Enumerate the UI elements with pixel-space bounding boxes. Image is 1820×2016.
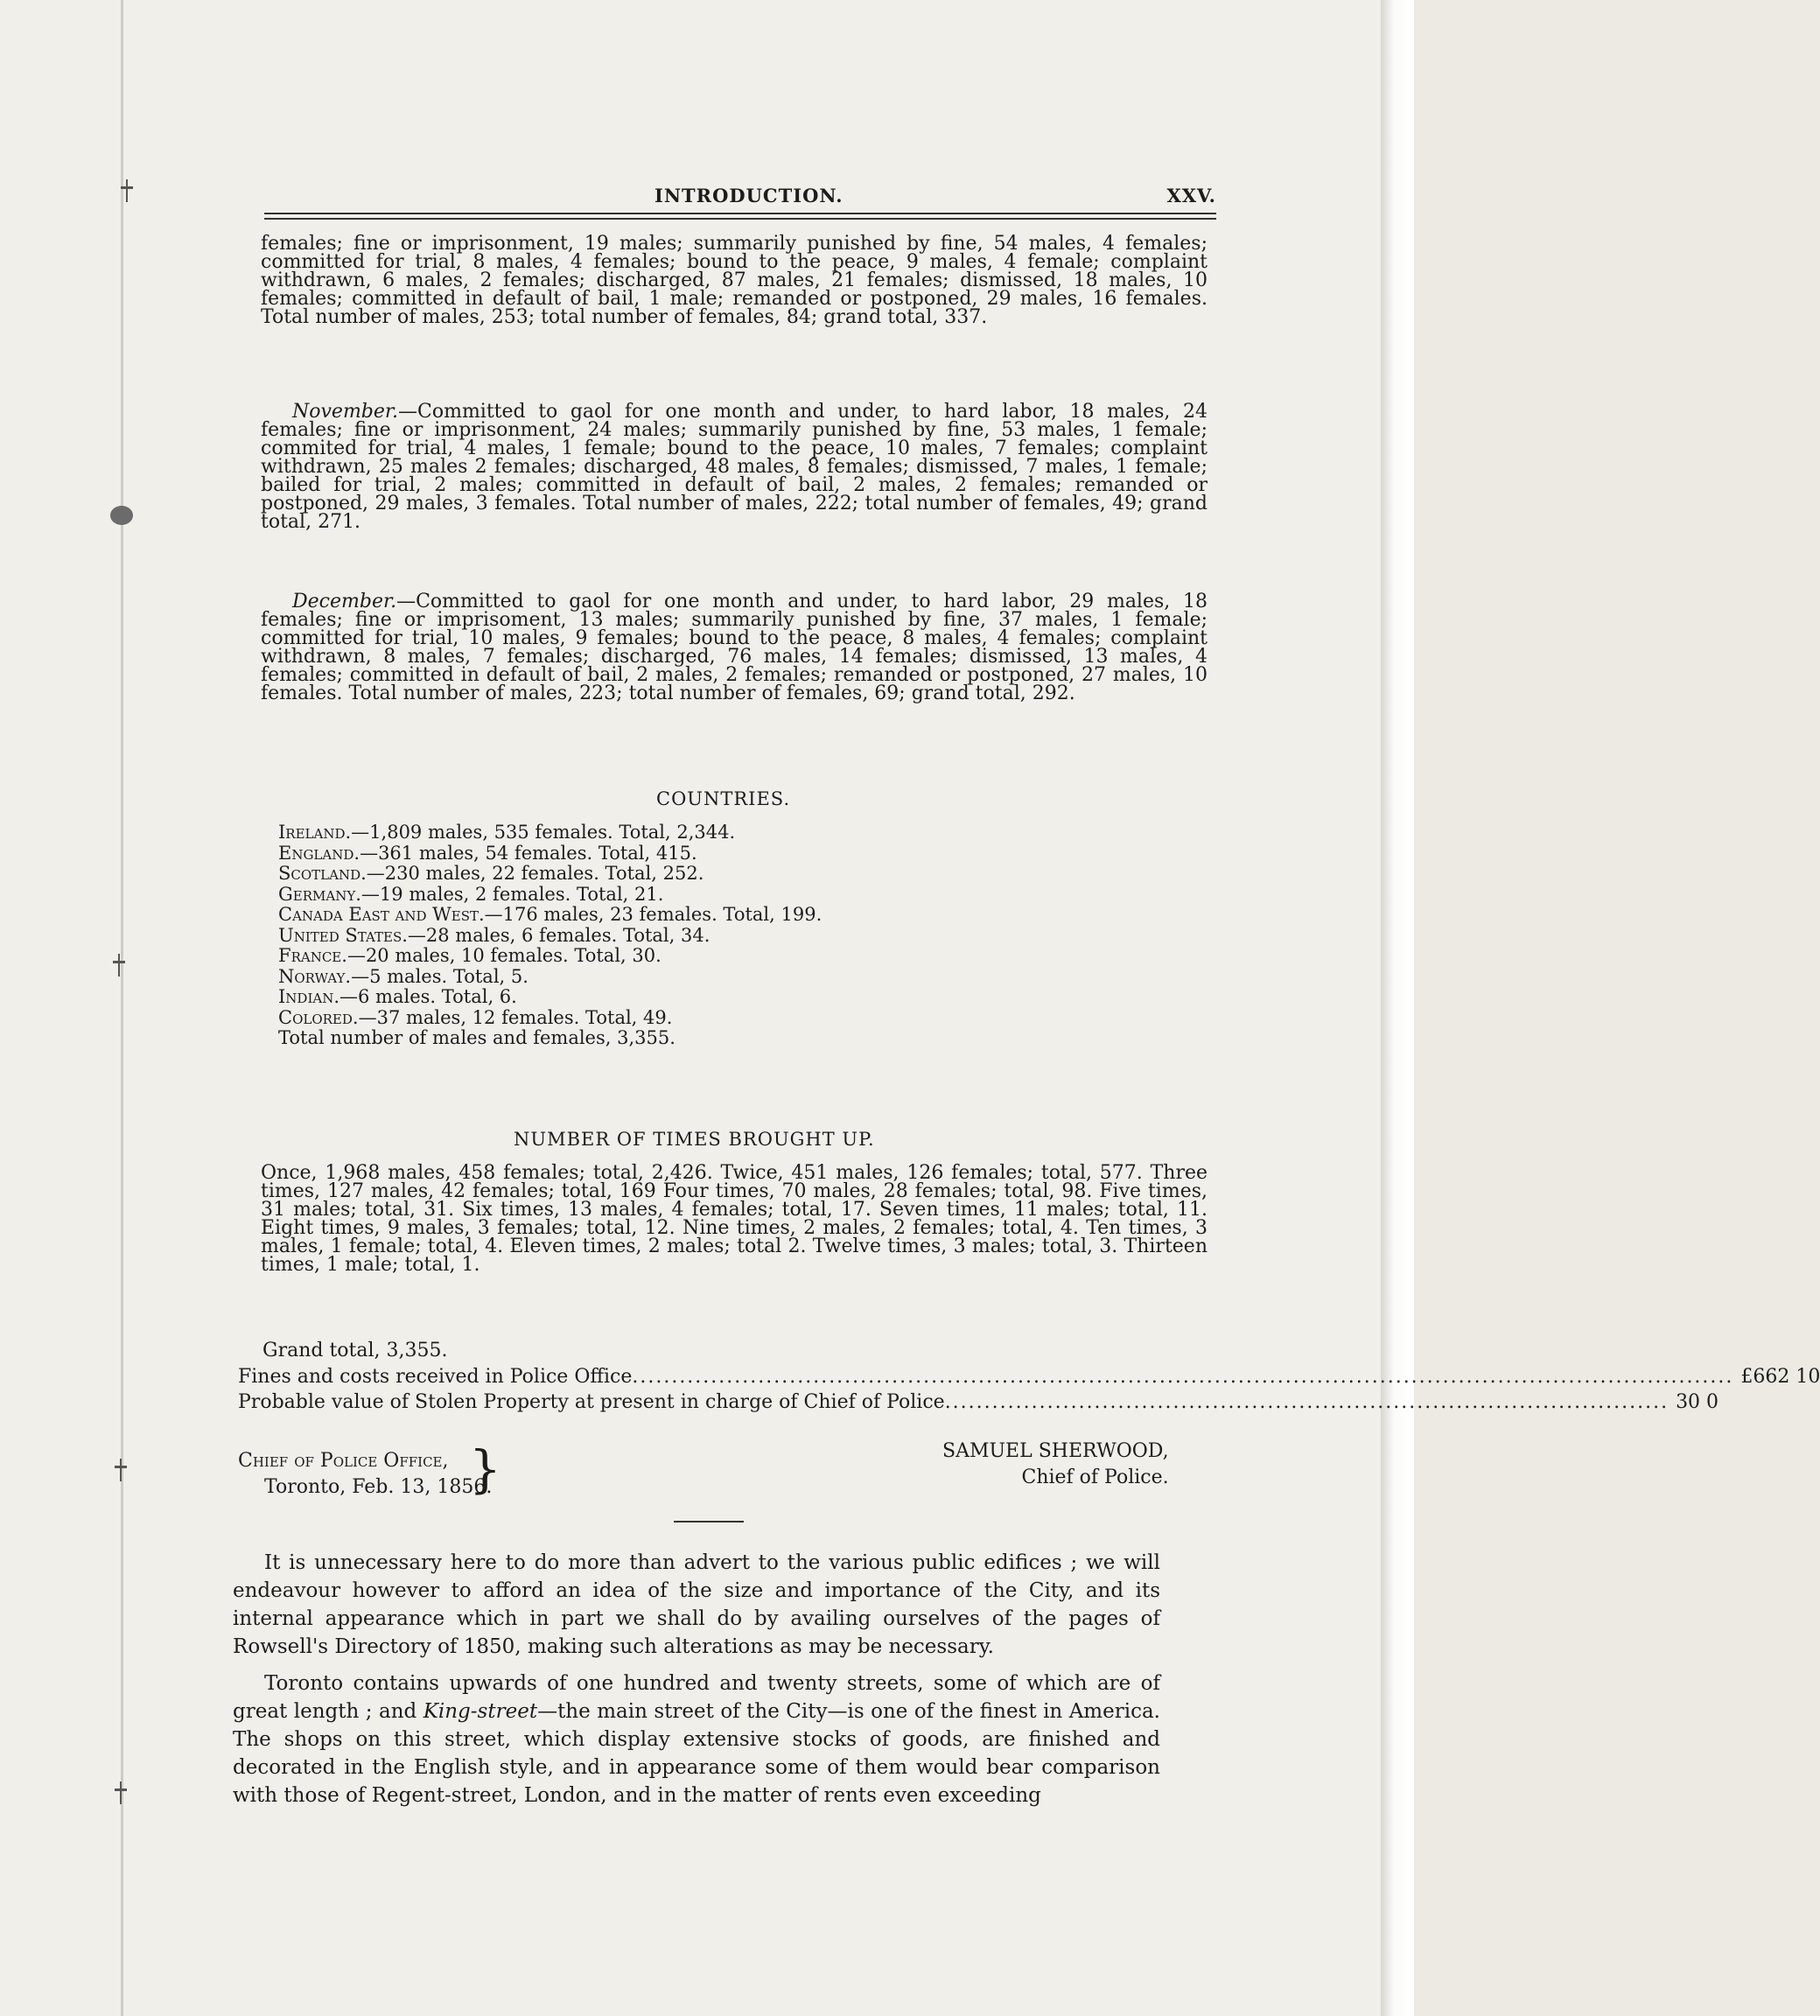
country-figures: —1,809 males, 535 females. Total, 2,344. [351, 822, 736, 843]
country-figures: —5 males. Total, 5. [351, 965, 528, 987]
country-name: France. [278, 945, 347, 966]
country-name: United States. [278, 924, 408, 946]
running-head: INTRODUCTION. [654, 185, 844, 206]
office-address [238, 1448, 492, 1501]
country-name: Canada East and West. [278, 904, 485, 925]
november-paragraph [261, 402, 1208, 531]
country-name: Ireland. [278, 822, 352, 843]
december-text: —Committed to gaol for one month and under, to hard labor, 29 males, 18 females; fine or imprisoment, 13 males; summarily punished by fine, 37 males, 1 female; committed for trial, 10 males, 9 females; bound to the peace, 8 males, 4 females; complaint withdrawn, 8 males, 7 females; discharged, 76 males, 14 females; dismissed, 13 males, 4 females; committed in default of bail, 2 males, 2 females; remanded or postponed, 27 males, 10 females. Total number of males, 223; total number of females, 69; grand total, 292. [261, 591, 1208, 704]
page-header [262, 185, 1216, 214]
country-figures: —176 males, 23 females. Total, 199. [484, 904, 822, 925]
list-item [278, 885, 822, 906]
page-edge [1381, 0, 1414, 2016]
binding-mark [121, 179, 133, 202]
office-date: Toronto, Feb. 13, 1856. [264, 1476, 493, 1498]
list-item [278, 946, 822, 967]
edifices-paragraph: It is unnecessary here to do more than advert to the various public edifices ; we will endeavour however to afford an idea of the size and importance of the City, and its internal appearance which in part we shall do by availing ourselves of the pages of Rowsell's Directory of 1850, making such alterations as may be necessary. [233, 1551, 1160, 1658]
country-name: Colored. [278, 1006, 359, 1028]
streets-text-start: Toronto contains upwards of one hundred and twenty streets, some of which are of great length ; and [233, 1672, 1160, 1723]
november-label: November. [292, 401, 398, 423]
signature-block [942, 1438, 1169, 1491]
grand-total: Grand total, 3,355. [262, 1340, 448, 1362]
binding-mark [115, 1782, 127, 1804]
country-figures: —361 males, 54 females. Total, 415. [360, 842, 697, 864]
country-name: Norway. [278, 965, 352, 987]
country-figures: —230 males, 22 females. Total, 252. [366, 863, 704, 884]
times-brought-up-paragraph: Once, 1,968 males, 458 females; total, 2,426. Twice, 451 males, 126 females; total, 577. Three times, 127 males, 42 females; total, 169 Four times, 70 males, 28 females; total, 98. Five times, 31 males; total, 31. Six times, 13 males, 4 females; total, 17. Seven times, 11 males; total, 11. Eight times, 9 males, 3 females; total, 12. Nine times, 2 males, 2 females; total, 4. Ten times, 3 males, 1 female; total, 4. Eleven times, 2 males; total 2. Twelve times, 3 males; total, 3. Thirteen times, 1 male; total, 1. [261, 1162, 1208, 1276]
ledger-label: Probable value of Stolen Property at present in charge of Chief of Police [238, 1391, 945, 1413]
page-number: XXV. [1166, 185, 1216, 206]
leader-dots: ............................................................................................ [944, 1391, 1670, 1413]
country-figures: —6 males. Total, 6. [340, 986, 517, 1007]
binding-mark [115, 1459, 127, 1481]
list-item [278, 822, 822, 844]
ink-blot [110, 506, 133, 525]
country-name: Scotland. [278, 863, 367, 884]
list-item [278, 926, 822, 947]
country-figures: —28 males, 6 females. Total, 34. [407, 924, 710, 946]
brace-glyph: } [469, 1439, 501, 1499]
office-line: Chief of Police Office, [238, 1450, 449, 1472]
november-text: —Committed to gaol for one month and under, to hard labor, 18 males, 24 females; fine or imprisonment, 24 males; summarily punished by fine, 53 males, 1 female; commited for trial, 4 males, 1 female; bound to the peace, 10 males, 7 females; complaint withdrawn, 25 males 2 females; discharged, 48 males, 8 females; dismissed, 7 males, 1 female; bailed for trial, 2 males; committed in default of bail, 2 males, 2 females; remanded or postponed, 29 males, 3 females. Total number of males, 222; total number of females, 49; grand total, 271. [261, 401, 1208, 533]
ledger-row-stolen-property [238, 1391, 1719, 1414]
binding-line [121, 0, 123, 2016]
list-item [278, 905, 822, 926]
streets-paragraph [233, 1670, 1160, 1810]
signatory-title: Chief of Police. [1021, 1466, 1169, 1488]
country-name: England. [278, 842, 360, 864]
binding-mark [113, 954, 125, 976]
december-label: December. [292, 591, 397, 612]
signatory-name: SAMUEL SHERWOOD, [942, 1440, 1169, 1462]
december-paragraph [261, 592, 1208, 703]
king-street-term: King-street [423, 1700, 538, 1723]
countries-list [278, 822, 822, 1049]
country-figures: —19 males, 2 females. Total, 21. [360, 883, 664, 905]
ledger-amount: £662 10 [1740, 1366, 1820, 1388]
list-item [278, 864, 822, 885]
header-rule [264, 218, 1216, 220]
list-item [278, 844, 822, 864]
country-name: Germany. [278, 883, 361, 905]
country-figures: —37 males, 12 females. Total, 49. [358, 1006, 673, 1028]
section-divider [674, 1521, 744, 1522]
ledger-label: Fines and costs received in Police Office [238, 1366, 633, 1388]
countries-total: Total number of males and females, 3,355. [278, 1027, 676, 1048]
ledger-row-fines [238, 1366, 1820, 1389]
times-brought-up-heading: NUMBER OF TIMES BROUGHT UP. [514, 1129, 875, 1150]
list-item [278, 967, 822, 988]
country-figures: —20 males, 10 females. Total, 30. [346, 945, 662, 966]
list-item [278, 1008, 822, 1029]
streets-text-end: —the main street of the City—is one of the finest in America. The shops on this street, which display extensive stocks of goods, are finished and decorated in the English style, and in appearance some of them would bear comparison with those of Regent-street, London, and in the matter of rents even exceeding [233, 1700, 1160, 1807]
list-item [278, 987, 822, 1008]
october-continued-paragraph: females; fine or imprisonment, 19 males; summarily punished by fine, 54 males, 4 females; committed for trial, 8 males, 4 females; bound to the peace, 9 males, 4 female; complaint withdrawn, 6 males, 2 females; discharged, 87 males, 21 females; dismissed, 18 males, 10 females; committed in default of bail, 1 male; remanded or postponed, 29 males, 16 females. Total number of males, 253; total number of females, 84; grand total, 337. [261, 233, 1208, 328]
header-rule [264, 213, 1216, 214]
countries-heading: COUNTRIES. [656, 788, 791, 809]
leader-dots: ............................................................................................................................................ [632, 1366, 1734, 1388]
ledger-amount: 30 0 [1676, 1391, 1719, 1413]
country-name: Indian. [278, 986, 340, 1007]
